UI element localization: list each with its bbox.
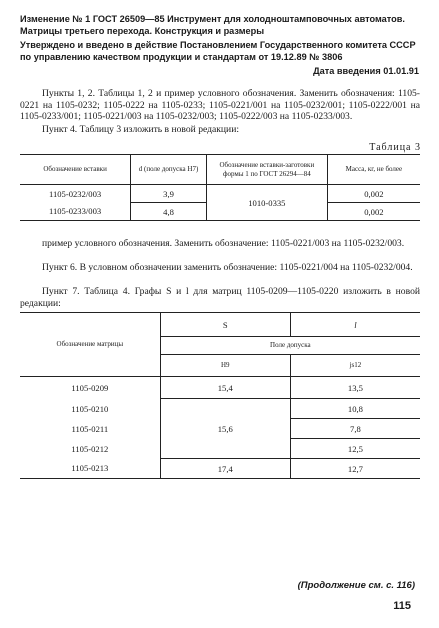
t4-designation: 1105-0212 <box>20 439 160 459</box>
paragraph-4: Пункт 6. В условном обозначении заменить обозначение: 1105-0221/004 на 1105-0232/004. <box>42 262 413 273</box>
t4-designation: 1105-0210 <box>20 399 160 419</box>
table3-header-row <box>20 155 420 185</box>
t4-l: 7,8 <box>290 419 420 439</box>
t3-mass: 0,002 <box>364 206 384 217</box>
t4-tol-l: js12 <box>349 361 362 370</box>
table-row <box>20 399 420 419</box>
t4-l: 12,5 <box>290 439 420 459</box>
table-row <box>20 459 420 479</box>
paragraph-3: пример условного обозначения. Заменить обозначение: 1105-0221/003 на 1105-0232/003. <box>42 238 405 249</box>
approval-statement: Утверждено и введено в действие Постановлением Государственного комитета СССР по управлению качеством продукции и стандартам от 19.12.89 № 3806 <box>20 40 416 62</box>
t4-l: 13,5 <box>290 377 420 399</box>
effective-date: Дата введения 01.01.91 <box>313 66 419 76</box>
t3-header-mass: Масса, кг, не более <box>345 165 403 174</box>
page-number: 115 <box>393 600 411 612</box>
t3-blank: 1010-0335 <box>206 185 327 221</box>
t3-header-designation: Обозначение вставки <box>20 155 131 185</box>
t3-designation: 1105-0233/003 <box>20 203 131 221</box>
t3-designation: 1105-0232/003 <box>20 185 131 203</box>
t4-header-tolerance: Поле допуска <box>270 341 311 350</box>
t4-header-l: l <box>354 319 357 330</box>
table4-header-row-1 <box>20 313 420 337</box>
t4-l: 10,8 <box>290 399 420 419</box>
t3-d: 3,9 <box>131 185 207 203</box>
t4-tol-s: Н9 <box>160 355 290 377</box>
t4-header-s: S <box>160 313 290 337</box>
table-row <box>20 377 420 399</box>
t4-l: 12,7 <box>347 463 363 474</box>
t4-designation: 1105-0209 <box>20 377 160 399</box>
paragraph-1: Пункты 1, 2. Таблицы 1, 2 и пример условного обозначения. Заменить обозначения: 1105-0221 на 1105-0232; 1105-0222 на 1105-0233; 1105-0221/001 на 1105-0232/001; 1105-0222/001 на 1105-0233/001; 1105-0221/003 на 1105-0232/003; 1105-0222/003 на 1105-0233/003. <box>20 88 420 122</box>
t4-s: 15,6 <box>160 399 290 459</box>
t3-mass: 0,002 <box>327 185 420 203</box>
t4-header-designation: Обозначение матрицы <box>20 313 160 377</box>
t4-s: 17,4 <box>160 459 290 479</box>
t3-header-d: d (поле допуска Н7) <box>131 155 207 185</box>
table-row <box>20 185 420 203</box>
amendment-title: Изменение № 1 ГОСТ 26509—85 Инструмент для холодноштамповочных автоматов. Матрицы третьего перехода. Конструкция и размеры <box>20 14 405 36</box>
table3-caption: Таблица 3 <box>369 142 421 153</box>
t3-header-blank: Обозначение вставки-заготовки формы 1 по ГОСТ 26294—84 <box>206 155 327 185</box>
t4-designation: 1105-0213 <box>20 459 160 479</box>
paragraph-5: Пункт 7. Таблица 4. Графы S и l для матриц 1105-0209—1105-0220 изложить в новой редакции: <box>20 286 420 309</box>
t3-d: 4,8 <box>131 203 207 221</box>
continuation-note: (Продолжение см. с. 116) <box>297 580 415 591</box>
t4-s: 15,4 <box>160 377 290 399</box>
t4-designation: 1105-0211 <box>20 419 160 439</box>
paragraph-2: Пункт 4. Таблицу 3 изложить в новой редакции: <box>42 124 239 135</box>
table-4 <box>20 312 420 479</box>
table-3 <box>20 154 420 221</box>
